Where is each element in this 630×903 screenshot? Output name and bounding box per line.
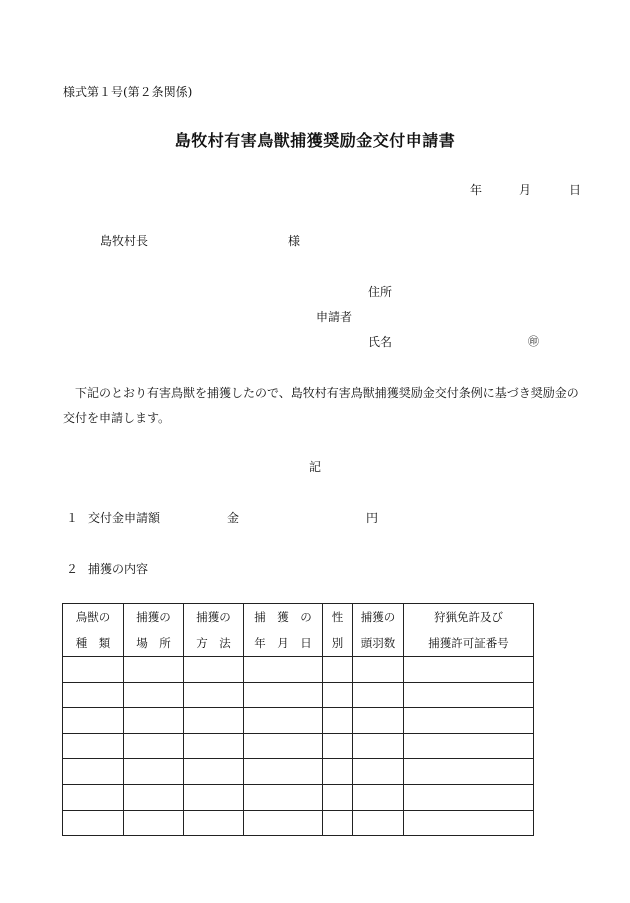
item2-number: ２ — [66, 562, 79, 576]
table-cell[interactable] — [404, 810, 534, 836]
table-cell[interactable] — [184, 708, 244, 734]
header-count — [353, 604, 404, 657]
table-cell[interactable] — [184, 759, 244, 785]
header-sex — [323, 604, 353, 657]
table-cell[interactable] — [353, 810, 404, 836]
application-statement: 下記のとおり有害鳥獣を捕獲したので、島牧村有害鳥獣捕獲奨励金交付条例に基づき奨励金の交付を申請します。 — [63, 386, 579, 425]
header-date — [244, 604, 323, 657]
document-title: 島牧村有害鳥獣捕獲奨励金交付申請書 — [174, 131, 456, 150]
table-cell[interactable] — [63, 784, 124, 810]
table-cell[interactable] — [63, 733, 124, 759]
table-cell[interactable] — [353, 733, 404, 759]
table-cell[interactable] — [244, 708, 323, 734]
table-cell[interactable] — [124, 657, 184, 683]
table-cell[interactable] — [63, 810, 124, 836]
table-cell[interactable] — [124, 759, 184, 785]
table-cell[interactable] — [184, 657, 244, 683]
item2-label: 捕獲の内容 — [88, 562, 149, 576]
table-cell[interactable] — [323, 759, 353, 785]
header-line: 性 — [331, 610, 344, 624]
table-row — [63, 682, 534, 708]
item1-label: 交付金申請額 — [88, 511, 161, 525]
table-cell[interactable] — [184, 733, 244, 759]
form-number: 様式第１号(第２条関係) — [63, 85, 193, 99]
table-cell[interactable] — [244, 682, 323, 708]
applicant-label: 申請者 — [316, 310, 353, 324]
table-cell[interactable] — [124, 784, 184, 810]
date-month-label: 月 — [519, 183, 532, 197]
table-cell[interactable] — [353, 657, 404, 683]
table-row — [63, 733, 534, 759]
table-cell[interactable] — [353, 759, 404, 785]
table-cell[interactable] — [404, 733, 534, 759]
table-cell[interactable] — [184, 784, 244, 810]
header-line: 年 月 日 — [254, 636, 312, 650]
table-cell[interactable] — [404, 708, 534, 734]
table-cell[interactable] — [244, 657, 323, 683]
item1-number: １ — [66, 511, 79, 525]
address-label: 住所 — [368, 285, 393, 299]
table-cell[interactable] — [184, 810, 244, 836]
header-line: 場 所 — [136, 636, 171, 650]
date-day-label: 日 — [569, 183, 582, 197]
table-cell[interactable] — [244, 733, 323, 759]
table-cell[interactable] — [124, 810, 184, 836]
header-line: 鳥獣の — [75, 610, 111, 624]
honorific: 様 — [288, 234, 301, 248]
header-location — [124, 604, 184, 657]
table-cell[interactable] — [124, 682, 184, 708]
addressee: 島牧村長 — [100, 234, 149, 248]
table-cell[interactable] — [124, 708, 184, 734]
item1-yen-label: 円 — [366, 511, 379, 525]
table-row — [63, 708, 534, 734]
table-cell[interactable] — [404, 657, 534, 683]
header-line: 別 — [331, 636, 344, 650]
table-row — [63, 759, 534, 785]
item1-kin-label: 金 — [227, 511, 240, 525]
header-line: 種 類 — [75, 636, 111, 650]
table-cell[interactable] — [404, 784, 534, 810]
table-cell[interactable] — [323, 708, 353, 734]
table-cell[interactable] — [353, 708, 404, 734]
header-line: 捕獲の — [196, 610, 231, 624]
table-header-row — [63, 604, 534, 657]
table-row — [63, 657, 534, 683]
header-line: 狩猟免許及び — [434, 610, 503, 624]
header-species — [63, 604, 124, 657]
header-line: 捕 獲 の — [254, 610, 312, 624]
table-row — [63, 810, 534, 836]
table-cell[interactable] — [323, 784, 353, 810]
table-cell[interactable] — [63, 759, 124, 785]
table-cell[interactable] — [323, 733, 353, 759]
header-line: 捕獲許可証番号 — [428, 636, 509, 650]
table-cell[interactable] — [404, 682, 534, 708]
header-line: 捕獲の — [136, 610, 171, 624]
table-cell[interactable] — [63, 657, 124, 683]
table-cell[interactable] — [353, 682, 404, 708]
table-cell[interactable] — [124, 733, 184, 759]
date-year-label: 年 — [470, 183, 483, 197]
header-line: 方 法 — [196, 636, 231, 650]
header-license — [404, 604, 534, 657]
table-cell[interactable] — [184, 682, 244, 708]
table-cell[interactable] — [244, 784, 323, 810]
header-method — [184, 604, 244, 657]
capture-details-table — [62, 603, 534, 836]
table-row — [63, 784, 534, 810]
seal-mark: ㊞ — [528, 335, 539, 348]
table-cell[interactable] — [404, 759, 534, 785]
name-label: 氏名 — [368, 335, 393, 349]
table-cell[interactable] — [244, 810, 323, 836]
table-cell[interactable] — [323, 657, 353, 683]
table-cell[interactable] — [353, 784, 404, 810]
table-cell[interactable] — [323, 810, 353, 836]
table-cell[interactable] — [63, 682, 124, 708]
table-cell[interactable] — [244, 759, 323, 785]
table-cell[interactable] — [63, 708, 124, 734]
header-line: 頭羽数 — [360, 636, 396, 650]
table-cell[interactable] — [323, 682, 353, 708]
header-line: 捕獲の — [360, 610, 396, 624]
ki-heading: 記 — [308, 460, 321, 474]
